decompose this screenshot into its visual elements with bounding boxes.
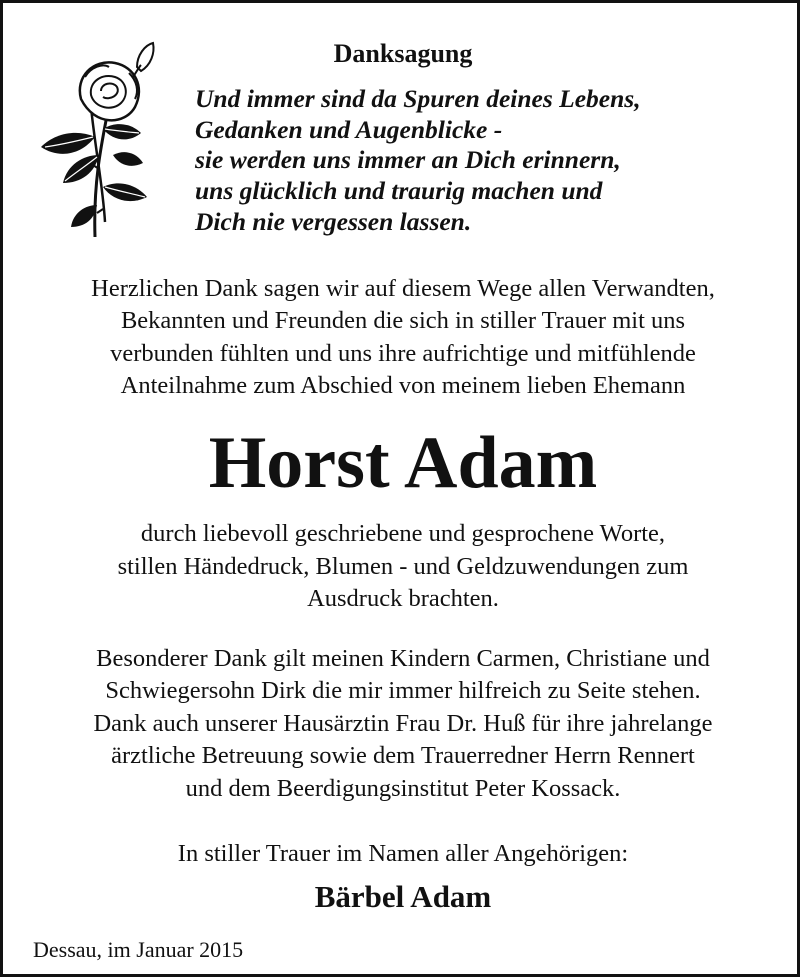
- deceased-name: Horst Adam: [208, 422, 598, 504]
- poem-line: Und immer sind da Spuren deines Lebens,: [195, 84, 641, 113]
- text-line: Ausdruck brachten.: [307, 585, 499, 613]
- text-line: und dem Beerdigungsinstitut Peter Kossack.: [185, 774, 621, 802]
- notice-title: Danksagung: [333, 39, 473, 68]
- poem-line: Dich nie vergessen lassen.: [195, 206, 472, 236]
- text-line: ärztliche Betreuung sowie dem Trauerredner Herrn Rennert: [111, 742, 695, 770]
- text-line: verbunden fühlten und uns ihre aufrichtige und mitfühlende: [110, 339, 696, 367]
- rose-icon: [33, 37, 159, 247]
- text-line: Herzlichen Dank sagen wir auf diesem Wege allen Verwandten,: [91, 275, 715, 302]
- closing-line: [3, 837, 800, 871]
- thanks-paragraph: [3, 273, 800, 402]
- text-line: Bekannten und Freunden die sich in stiller Trauer mit uns: [120, 307, 686, 335]
- special-thanks-paragraph: [3, 643, 800, 805]
- signer-name: Bärbel Adam: [314, 879, 492, 914]
- text-line: In stiller Trauer im Namen aller Angehörigen:: [177, 840, 629, 867]
- text-line: Anteilnahme zum Abschied von meinem lieben Ehemann: [120, 371, 686, 399]
- poem-line: sie werden uns immer an Dich erinnern,: [195, 145, 621, 175]
- text-line: stillen Händedruck, Blumen - und Geldzuwendungen zum: [117, 552, 689, 580]
- poem: [195, 84, 755, 238]
- poem-line: Gedanken und Augenblicke -: [195, 114, 503, 144]
- text-line: Schwiegersohn Dirk die mir immer hilfreich zu Seite stehen.: [105, 677, 701, 705]
- condolence-paragraph: [3, 518, 800, 616]
- poem-line: uns glücklich und traurig machen und: [195, 176, 603, 206]
- place-date: Dessau, im Januar 2015: [33, 937, 244, 962]
- text-line: Dank auch unserer Hausärztin Frau Dr. Huß für ihre jahrelange: [93, 709, 713, 737]
- text-line: Besonderer Dank gilt meinen Kindern Carmen, Christiane und: [96, 645, 710, 672]
- text-line: durch liebevoll geschriebene und gesprochene Worte,: [140, 520, 666, 547]
